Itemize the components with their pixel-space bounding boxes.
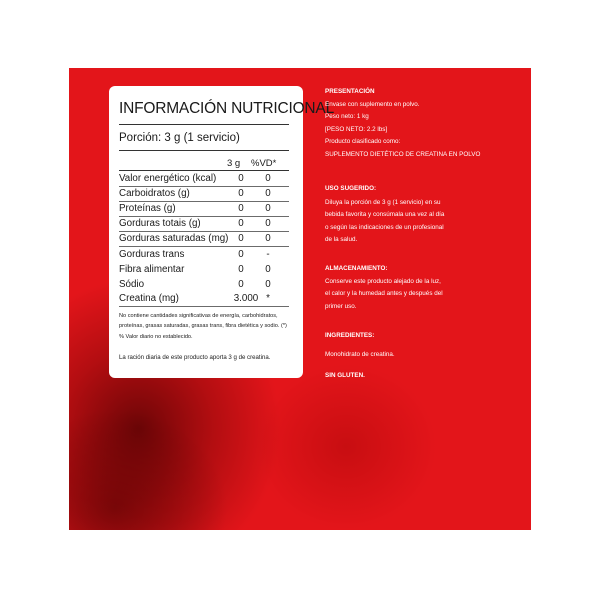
row-name: Gorduras saturadas (mg)	[119, 233, 229, 244]
presentation-section	[325, 86, 525, 161]
row-amount: 0	[238, 264, 244, 275]
usage-section	[325, 183, 525, 247]
usage-line: Diluya la porción de 3 g (1 servicio) en su	[325, 198, 441, 206]
usage-line: o según las indicaciones de un profesional	[325, 223, 444, 231]
table-row	[119, 248, 289, 262]
row-amount: 0	[238, 233, 244, 244]
storage-line: primer uso.	[325, 302, 357, 310]
row-name: Sódio	[119, 279, 145, 290]
row-vd: 0	[265, 279, 271, 290]
daily-ration-note: La ración diaria de este producto aporta 3 g de creatina.	[119, 354, 271, 361]
storage-heading: ALMACENAMIENTO:	[325, 265, 388, 272]
row-vd: 0	[265, 203, 271, 214]
row-amount: 3.000	[233, 293, 259, 304]
row-amount: 0	[238, 188, 244, 199]
usage-line: de la salud.	[325, 236, 358, 243]
presentation-line: [PESO NETO: 2.2 lbs]	[325, 125, 388, 133]
row-vd: -	[266, 249, 270, 260]
row-amount: 0	[238, 249, 244, 260]
table-row	[119, 187, 289, 202]
table-row	[119, 263, 289, 277]
amount-column-header: 3 g	[227, 158, 241, 169]
row-name: Valor energético (kcal)	[119, 173, 217, 184]
ingredients-section	[325, 330, 525, 361]
row-amount: 0	[238, 218, 244, 229]
nutrition-title: INFORMACIÓN NUTRICIONAL	[119, 100, 334, 117]
ingredients-line: Monohidrato de creatina.	[325, 350, 395, 358]
row-name: Gorduras totais (g)	[119, 218, 201, 229]
row-vd: 0	[265, 173, 271, 184]
usage-line: bebida favorita y consúmala una vez al día	[325, 211, 445, 218]
nutrition-facts-card	[109, 86, 334, 378]
row-vd: *	[266, 293, 270, 304]
table-row	[119, 292, 289, 307]
storage-section	[325, 263, 525, 313]
row-name: Creatina (mg)	[119, 293, 179, 304]
presentation-heading: PRESENTACIÓN	[325, 88, 375, 95]
portion-divider	[119, 150, 289, 151]
presentation-line: Peso neto: 1 kg	[325, 113, 369, 120]
row-vd: 0	[265, 188, 271, 199]
table-row	[119, 278, 289, 292]
presentation-line: Producto clasificado como:	[325, 138, 401, 145]
row-name: Carboidratos (g)	[119, 188, 190, 199]
row-name: Proteínas (g)	[119, 203, 176, 214]
presentation-line: Envase con suplemento en polvo.	[325, 100, 420, 108]
table-row	[119, 172, 289, 187]
row-vd: 0	[265, 218, 271, 229]
storage-line: Conserve este producto alejado de la luz,	[325, 277, 441, 285]
table-row	[119, 232, 289, 247]
portion-size: Porción: 3 g (1 servicio)	[119, 132, 240, 144]
table-row	[119, 217, 289, 232]
storage-line: el calor y la humedad antes y después del	[325, 290, 443, 297]
row-amount: 0	[238, 279, 244, 290]
row-name: Gorduras trans	[119, 249, 185, 260]
row-vd: 0	[265, 233, 271, 244]
usage-heading: USO SUGERIDO:	[325, 185, 377, 192]
gluten-free-label: SIN GLUTEN.	[325, 372, 365, 379]
ingredients-heading: INGREDIENTES:	[325, 332, 375, 339]
presentation-line: SUPLEMENTO DIETÉTICO DE CREATINA EN POLVO	[325, 150, 481, 158]
header-divider	[119, 170, 289, 171]
table-row	[119, 202, 289, 217]
row-name: Fibra alimentar	[119, 264, 185, 275]
title-divider	[119, 124, 289, 125]
row-vd: 0	[265, 264, 271, 275]
row-amount: 0	[238, 203, 244, 214]
nutrition-footnote: No contiene cantidades significativas de energía, carbohidratos, proteínas, grasas saturadas, grasas trans, fibra dietética y sodio. (*) % Valor diario no establecido.	[119, 313, 287, 340]
vd-column-header: %VD*	[251, 158, 277, 169]
row-amount: 0	[238, 173, 244, 184]
